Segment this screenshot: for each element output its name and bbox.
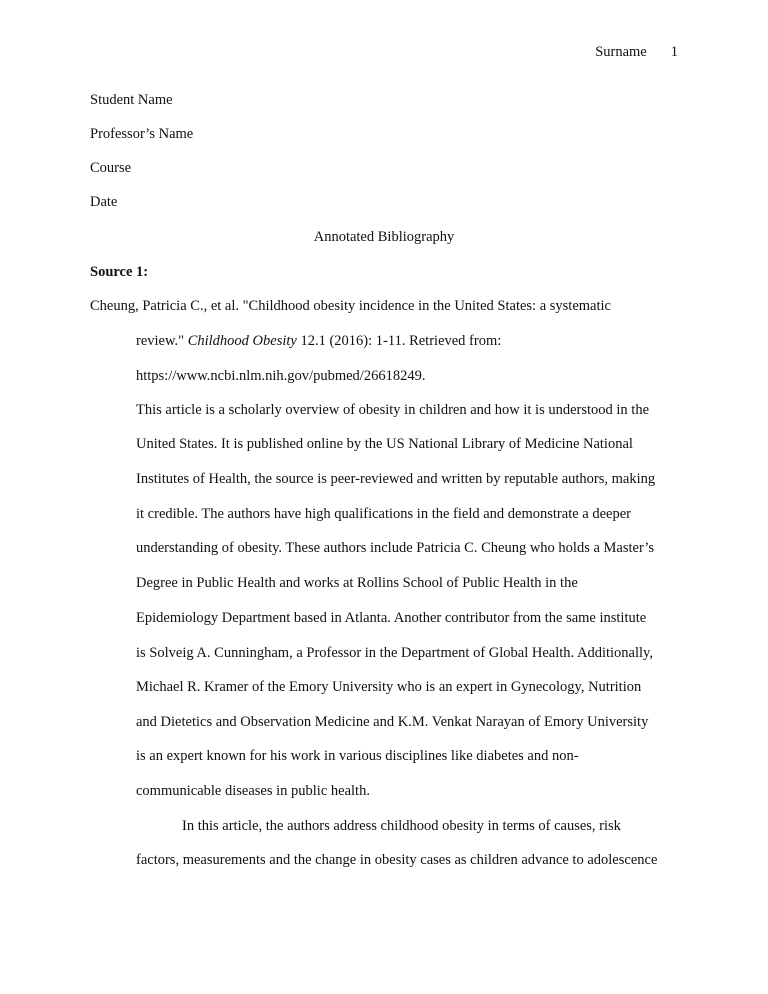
citation-volume: 12.1 (2016): 1-11. Retrieved from: xyxy=(300,333,502,349)
source-heading: Source 1: xyxy=(90,264,149,280)
citation-url: https://www.ncbi.nlm.nih.gov/pubmed/26618249. xyxy=(136,368,426,384)
date: Date xyxy=(90,194,118,210)
annotation-line: and Dietetics and Observation Medicine and K.M. Venkat Narayan of Emory University xyxy=(136,714,649,730)
citation-journal: Childhood Obesity xyxy=(187,333,297,349)
annotation-line: Epidemiology Department based in Atlanta. Another contributor from the same institute xyxy=(136,610,647,626)
running-header xyxy=(595,44,678,61)
document-title: Annotated Bibliography xyxy=(313,229,455,245)
student-name: Student Name xyxy=(90,92,173,108)
paragraph-line: factors, measurements and the change in obesity cases as children advance to adolescence xyxy=(136,852,658,868)
professor-name: Professor’s Name xyxy=(90,126,194,142)
annotation-line: it credible. The authors have high qualifications in the field and demonstrate a deeper xyxy=(136,506,631,522)
citation-article-title-end: review." xyxy=(136,333,185,349)
annotation-line: communicable diseases in public health. xyxy=(136,783,370,799)
annotation-line: Institutes of Health, the source is peer-reviewed and written by reputable authors, making xyxy=(136,471,656,487)
annotation-line: This article is a scholarly overview of obesity in children and how it is understood in the xyxy=(136,402,650,418)
annotation-line: United States. It is published online by the US National Library of Medicine National xyxy=(136,436,633,452)
annotation-line: Michael R. Kramer of the Emory University who is an expert in Gynecology, Nutrition xyxy=(136,679,642,695)
paragraph-first-line: In this article, the authors address childhood obesity in terms of causes, risk xyxy=(182,818,621,834)
annotation-line: Degree in Public Health and works at Rollins School of Public Health in the xyxy=(136,575,578,591)
course: Course xyxy=(90,160,132,176)
header-surname: Surname xyxy=(595,44,647,60)
annotation-line: understanding of obesity. These authors include Patricia C. Cheung who holds a Master’s xyxy=(136,540,655,556)
citation-line-1: Cheung, Patricia C., et al. "Childhood obesity incidence in the United States: a systematic xyxy=(90,298,611,314)
annotation-line: is Solveig A. Cunningham, a Professor in the Department of Global Health. Additionally, xyxy=(136,645,653,661)
citation-line-2 xyxy=(136,333,501,350)
annotation-line: is an expert known for his work in various disciplines like diabetes and non- xyxy=(136,748,579,764)
page-number: 1 xyxy=(670,44,678,60)
